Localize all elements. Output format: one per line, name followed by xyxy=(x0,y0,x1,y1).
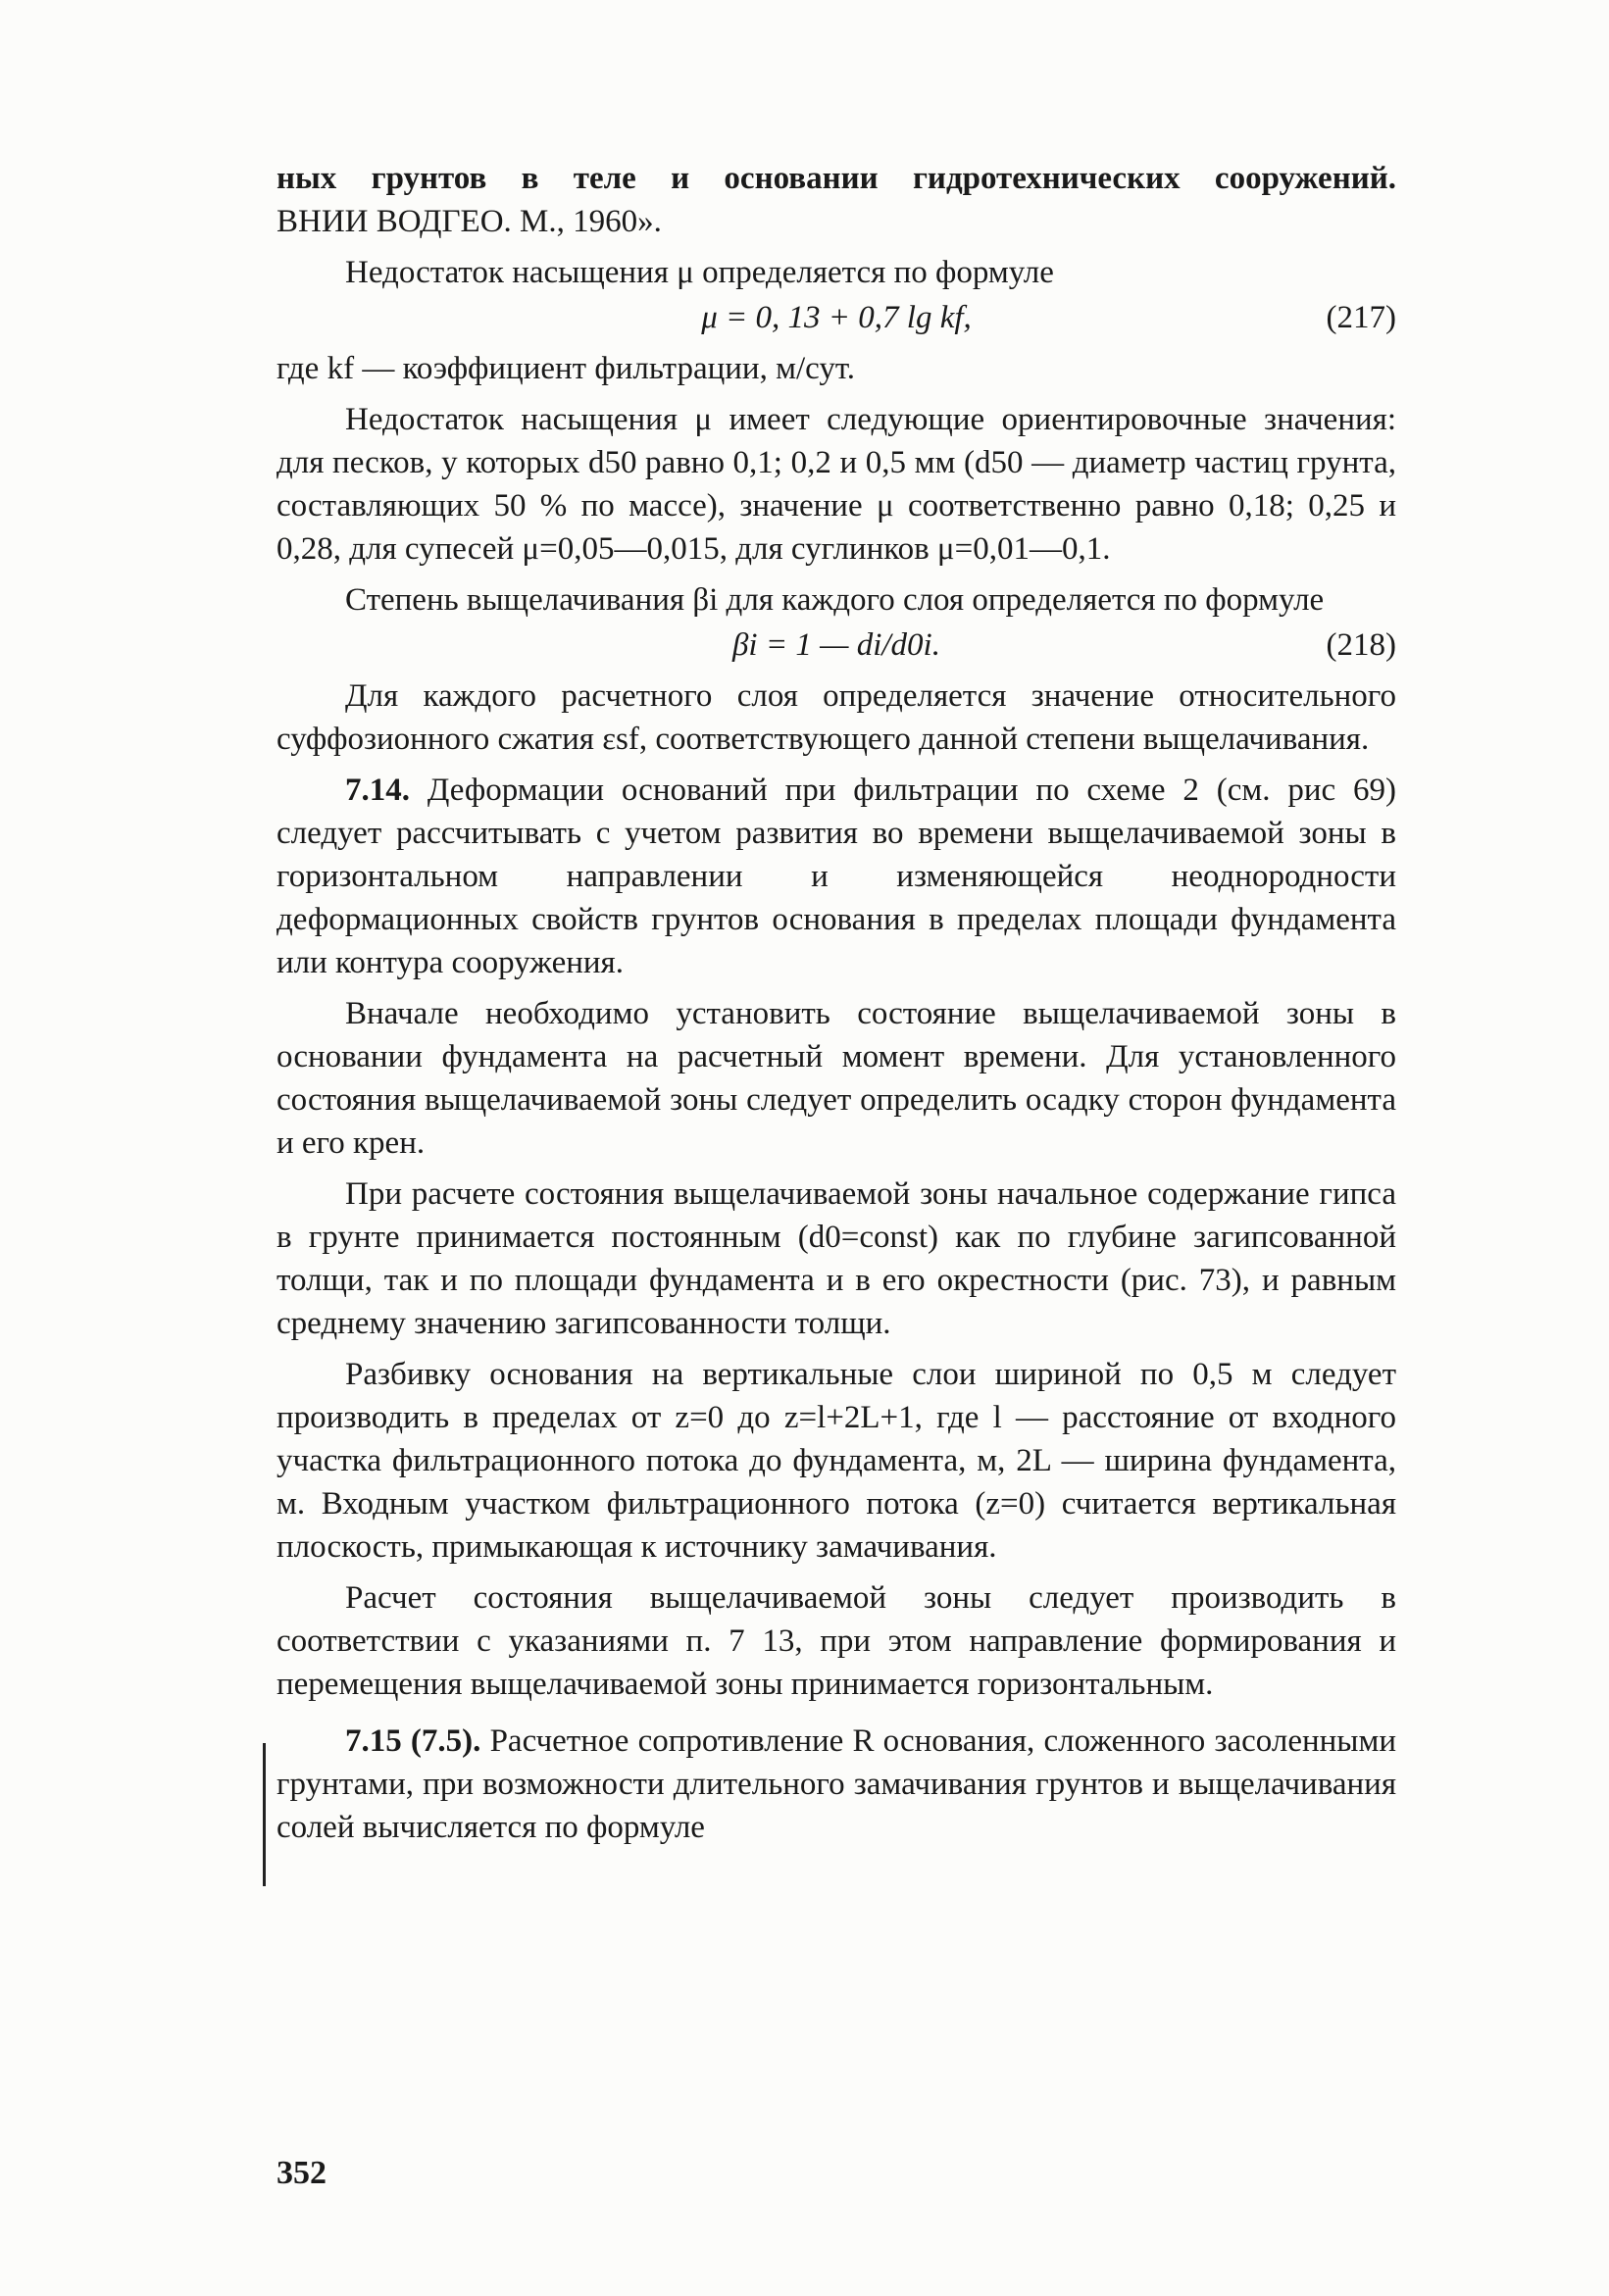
revision-bar xyxy=(263,1743,266,1886)
formula-expression: μ = 0, 13 + 0,7 lg kf, xyxy=(701,300,972,335)
section-paragraph xyxy=(277,769,1396,984)
paragraph: Расчет состояния выщелачиваемой зоны следует производить в соответствии с указаниями п. 7 13, при этом направление формирования и перемещения выщелачиваемой зоны принимается горизонтальным. xyxy=(277,1580,1396,1702)
formula-expression: βi = 1 — di/d0i. xyxy=(732,627,940,663)
section-text: Деформации оснований при фильтрации по схеме 2 (см. рис 69) следует рассчитывать с учетом развития во времени выщелачиваемой зоны в горизонтальном направлении и изменяющейся неоднородности деформационных свойств грунтов основания в пределах площади фундамента или контура сооружения. xyxy=(277,773,1396,980)
document-body xyxy=(277,157,1396,1849)
paragraph: Степень выщелачивания βi для каждого слоя определяется по формуле xyxy=(345,582,1325,618)
section-number: 7.15 (7.5). xyxy=(345,1723,481,1759)
formula-217 xyxy=(277,296,1396,343)
revised-clause xyxy=(277,1720,1396,1849)
paragraph: где kf — коэффициент фильтрации, м/сут. xyxy=(277,351,856,386)
page-number: 352 xyxy=(277,2155,327,2191)
paragraph: Недостаток насыщения μ имеет следующие ориентировочные значения: для песков, у которых d50 равно 0,1; 0,2 и 0,5 мм (d50 — диаметр частиц грунта, составляющих 50 % по массе), значение μ соответственно равно 0,18; 0,25 и 0,28, для супесей μ=0,05—0,015, для суглинков μ=0,01—0,1. xyxy=(277,402,1396,567)
paragraph: Для каждого расчетного слоя определяется значение относительного суффозионного сжатия εsf, соответствующего данной степени выщелачивания. xyxy=(277,678,1396,757)
formula-218 xyxy=(277,624,1396,671)
paragraph: Вначале необходимо установить состояние выщелачиваемой зоны в основании фундамента на расчетный момент времени. Для установленного состояния выщелачиваемой зоны следует определить осадку сторон фундамента и его крен. xyxy=(277,996,1396,1161)
text-line: ВНИИ ВОДГЕО. М., 1960». xyxy=(277,204,662,239)
text-line: ных грунтов в теле и основании гидротехнических сооружений. xyxy=(277,161,1396,196)
paragraph: Недостаток насыщения μ определяется по формуле xyxy=(345,255,1054,290)
paragraph: Разбивку основания на вертикальные слои шириной по 0,5 м следует производить в пределах от z=0 до z=l+2L+1, где l — расстояние от входного участка фильтрационного потока до фундамента, м, 2L — ширина фундамента, м. Входным участком фильтрационного потока (z=0) считается вертикальная плоскость, примыкающая к источнику замачивания. xyxy=(277,1357,1396,1565)
paragraph: При расчете состояния выщелачиваемой зоны начальное содержание гипса в грунте принимается постоянным (d0=const) как по глубине загипсованной толщи, так и по площади фундамента и в его окрестности (рис. 73), и равным среднему значению загипсованности толщи. xyxy=(277,1176,1396,1341)
formula-number: (217) xyxy=(1326,300,1396,335)
section-text: Расчетное сопротивление R основания, сложенного засоленными грунтами, при возможности длительного замачивания грунтов и выщелачивания солей вычисляется по формуле xyxy=(277,1723,1397,1845)
section-number: 7.14. xyxy=(345,773,410,808)
formula-number: (218) xyxy=(1326,627,1396,663)
section-paragraph xyxy=(277,1720,1396,1849)
